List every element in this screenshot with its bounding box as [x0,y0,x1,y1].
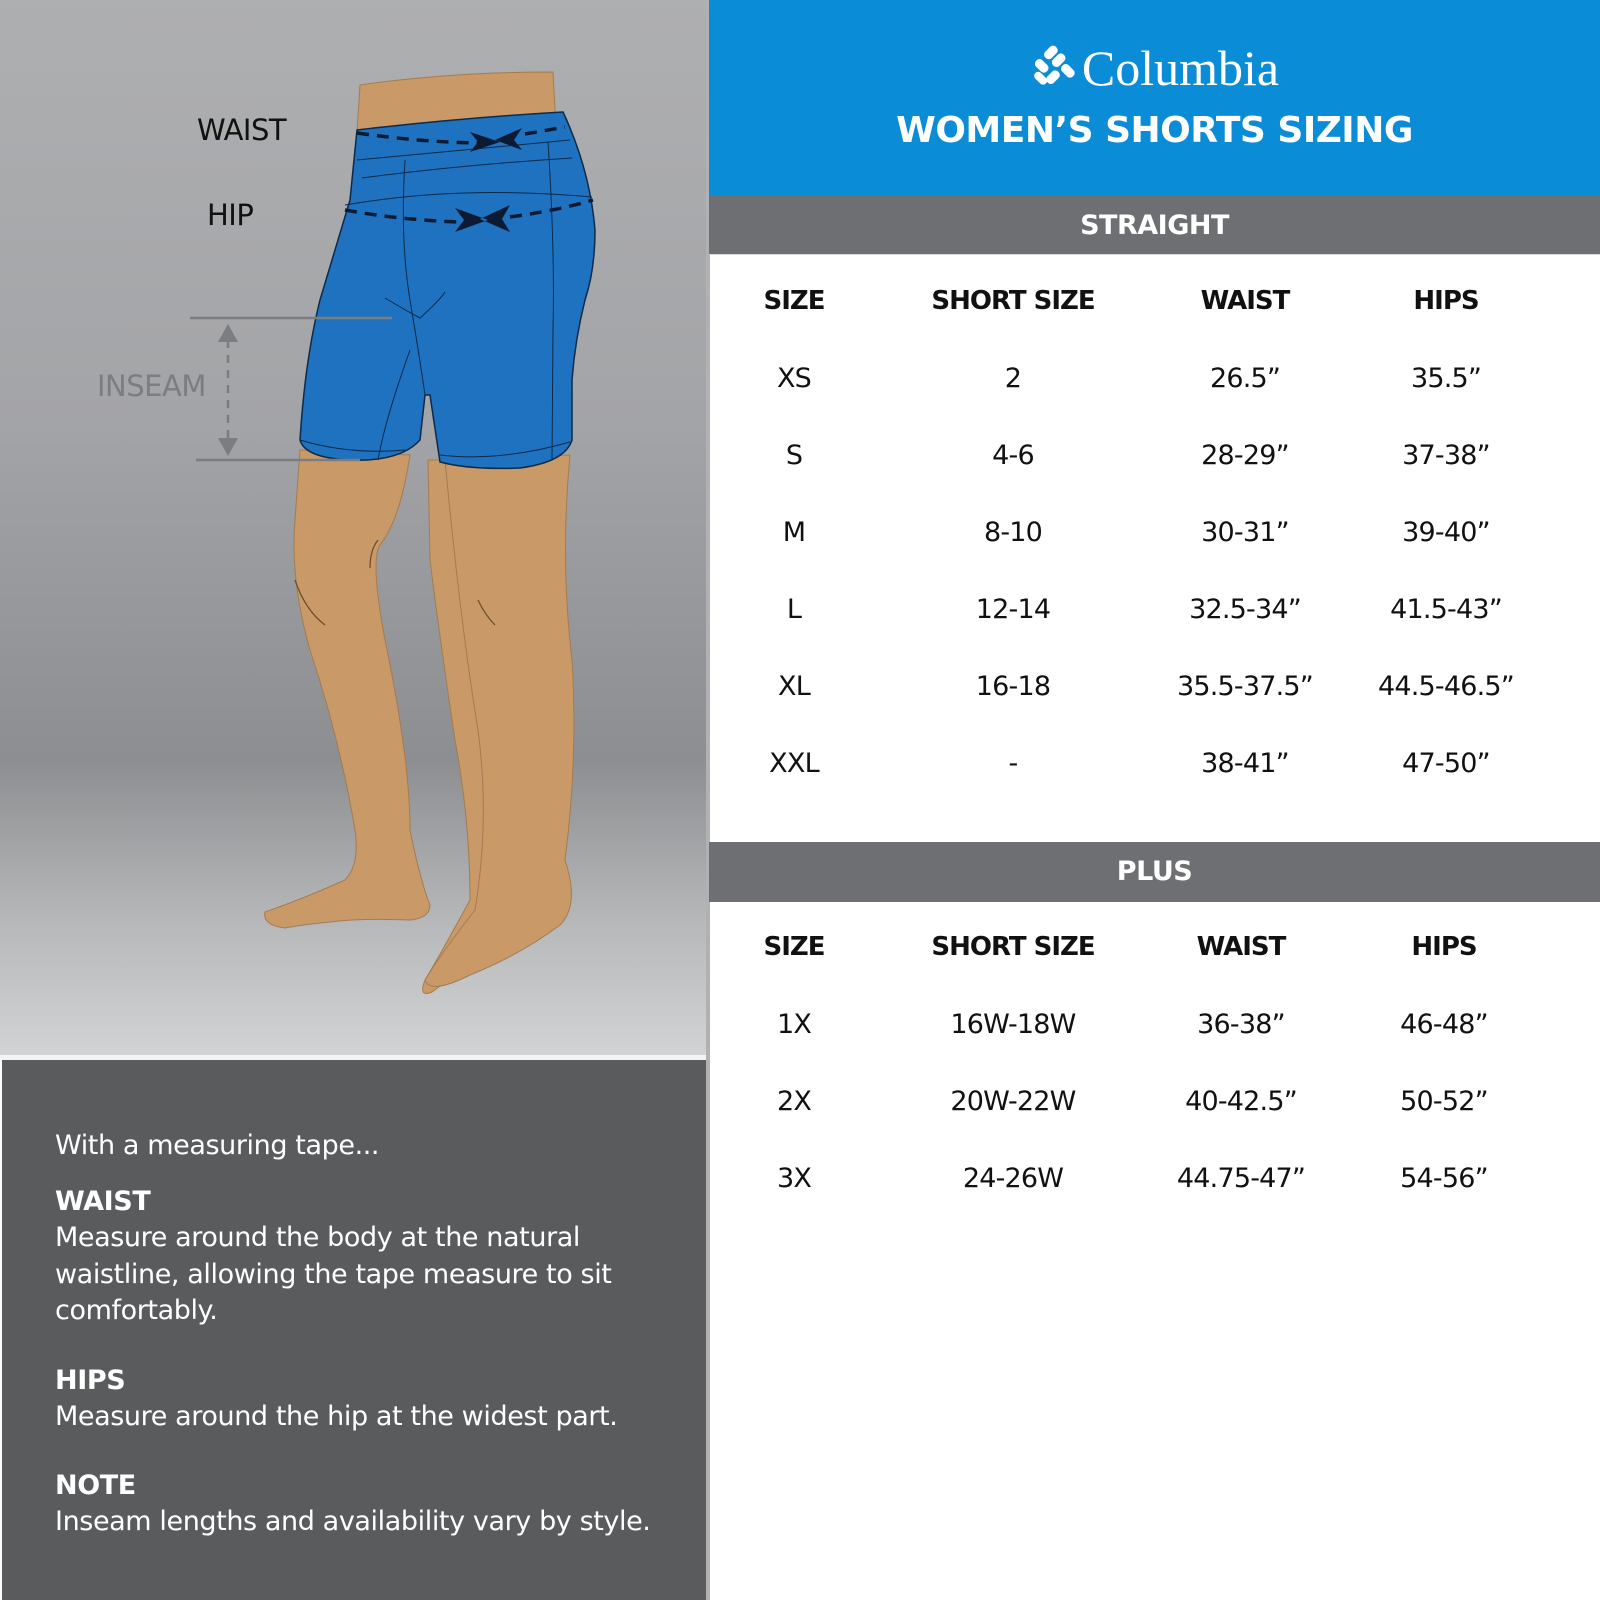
table-row [709,594,1600,634]
short-size-cell: 12-14 [975,594,1051,625]
table-row [709,1163,1600,1203]
hips-cell: 46-48” [1400,1009,1488,1040]
waist-cell: 40-42.5” [1185,1086,1297,1117]
hips-cell: 44.5-46.5” [1378,671,1514,702]
column-header: SIZE [763,932,825,962]
column-header: WAIST [1196,932,1286,962]
short-size-cell: 24-26W [962,1163,1064,1194]
size-cell: L [786,594,802,625]
hips-cell: 41.5-43” [1390,594,1502,625]
instruction-heading: NOTE [55,1470,136,1501]
measuring-instructions [2,1060,708,1600]
instruction-text: Inseam lengths and availability vary by style. [55,1506,651,1537]
short-size-cell: 2 [1004,363,1022,394]
column-header: SIZE [763,286,825,316]
short-size-cell: 8-10 [983,517,1043,548]
size-cell: S [785,440,803,471]
instruction-heading: HIPS [55,1364,126,1396]
waist-label: WAIST [197,113,287,147]
instruction-waist [55,1184,708,1330]
section-header-plus: PLUS [709,842,1600,902]
table-header-row [709,286,1600,326]
column-header: HIPS [1413,286,1479,316]
column-header: HIPS [1411,932,1477,962]
waist-cell: 32.5-34” [1189,594,1301,625]
table-header-row [709,932,1600,972]
short-size-cell: 4-6 [992,440,1034,471]
hips-cell: 47-50” [1402,748,1490,779]
size-cell: 3X [776,1163,812,1194]
waist-cell: 26.5” [1209,363,1281,394]
column-header: WAIST [1200,286,1290,316]
hips-cell: 37-38” [1402,440,1490,471]
size-cell: XXL [769,748,819,779]
short-size-cell: 16-18 [975,671,1051,702]
waist-cell: 35.5-37.5” [1177,671,1313,702]
inseam-label: INSEAM [97,369,206,403]
size-cell: M [782,517,806,548]
table-row [709,440,1600,480]
table-row [709,517,1600,557]
waist-cell: 36-38” [1197,1009,1285,1040]
size-cell: XS [776,363,812,394]
table-row [709,671,1600,711]
waist-cell: 28-29” [1201,440,1289,471]
size-cell: 1X [776,1009,812,1040]
hip-label: HIP [207,198,254,232]
brand-logo [709,40,1600,96]
column-header: SHORT SIZE [931,932,1095,962]
instruction-hips [55,1363,708,1436]
column-header: SHORT SIZE [931,286,1095,316]
instruction-note [55,1468,708,1541]
section-header-straight: STRAIGHT [709,196,1600,255]
page-title: WOMEN’S SHORTS SIZING [896,110,1413,151]
hips-cell: 50-52” [1400,1086,1488,1117]
size-cell: 2X [776,1086,812,1117]
waist-cell: 30-31” [1201,517,1289,548]
hips-cell: 54-56” [1400,1163,1488,1194]
short-size-cell: - [1008,748,1018,779]
hips-cell: 39-40” [1402,517,1490,548]
brand-header [709,0,1600,196]
instructions-intro: With a measuring tape... [55,1130,380,1161]
table-row [709,748,1600,788]
instruction-heading: WAIST [55,1186,151,1217]
measurement-illustration [0,0,708,1055]
brand-name: Columbia [1081,40,1280,96]
size-cell: XL [778,671,810,702]
waist-cell: 38-41” [1201,748,1289,779]
short-size-cell: 20W-22W [950,1086,1076,1117]
legs-and-shorts-figure [0,0,708,1055]
table-row [709,363,1600,403]
hips-cell: 35.5” [1410,363,1482,394]
table-row [709,1086,1600,1126]
columbia-diamond-logo-icon [1030,45,1076,91]
instruction-text: Measure around the body at the natural waistline, allowing the tape measure to sit comfortably. [55,1222,612,1326]
waist-cell: 44.75-47” [1176,1163,1306,1194]
short-size-cell: 16W-18W [950,1009,1076,1040]
instruction-text: Measure around the hip at the widest part. [55,1400,618,1432]
table-row [709,1009,1600,1049]
